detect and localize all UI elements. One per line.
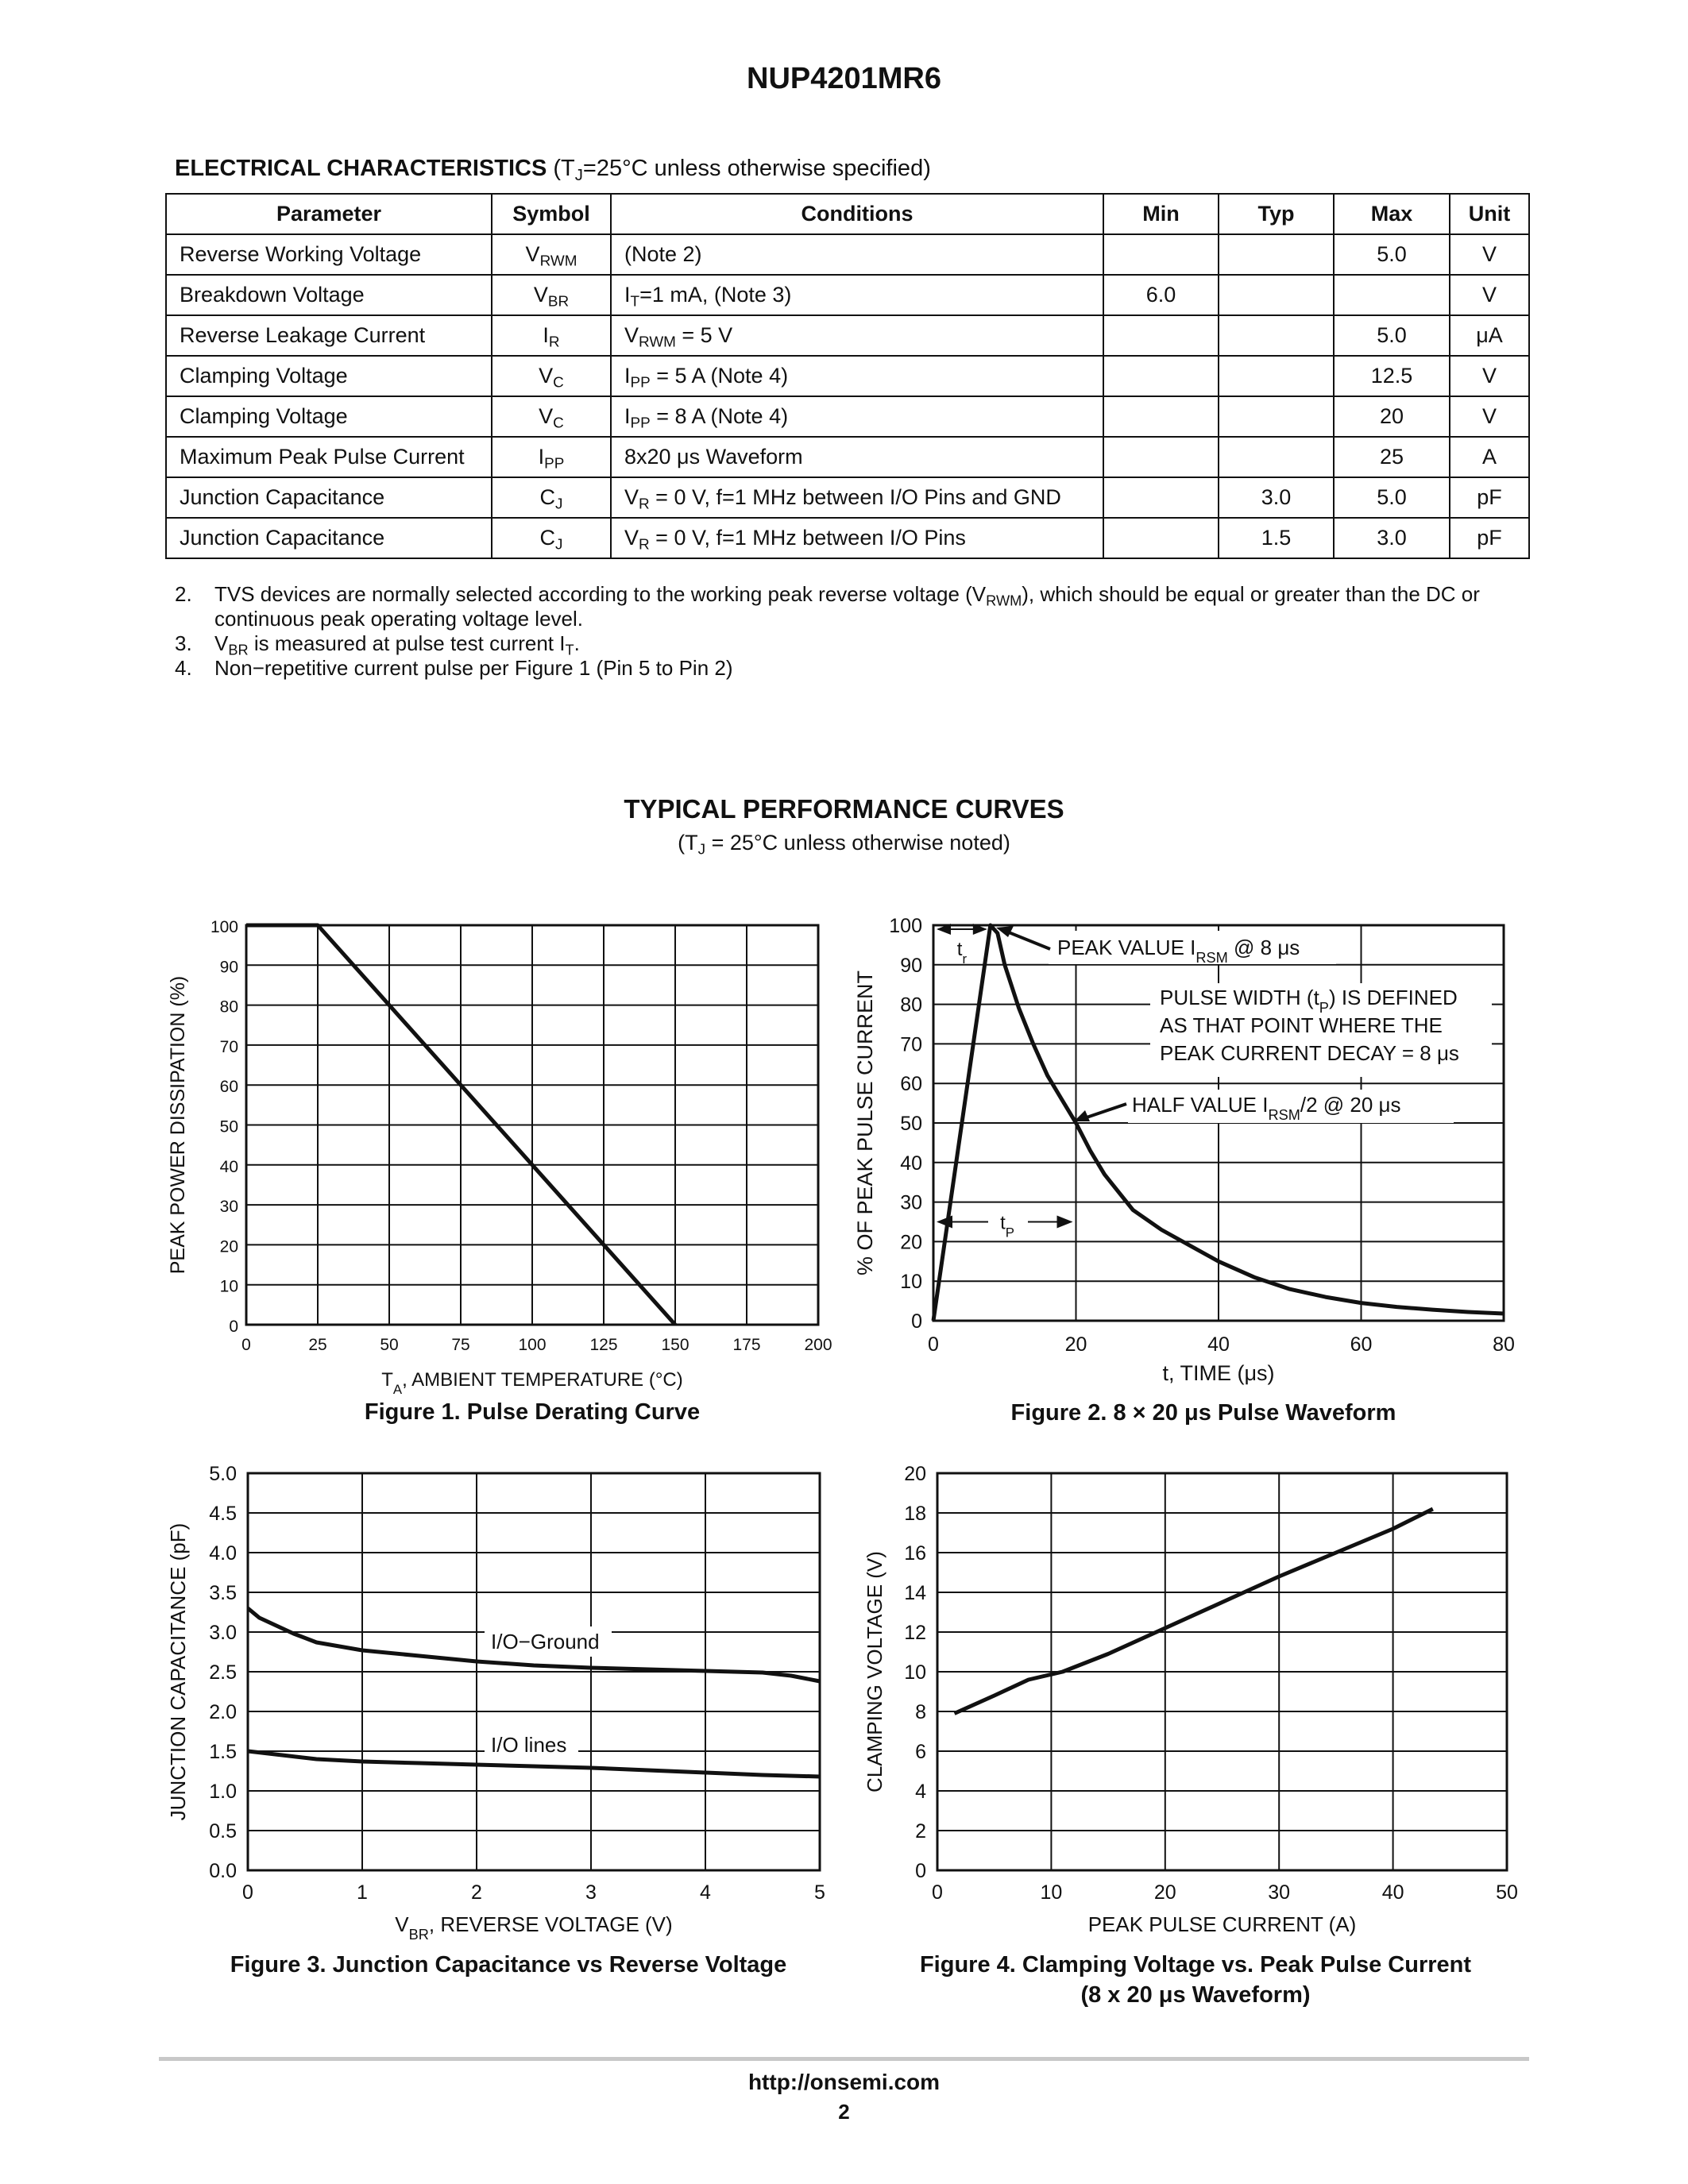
note-sub: RWM: [986, 592, 1022, 609]
cell-unit: [1450, 275, 1529, 315]
cell-conditions: [611, 437, 1103, 477]
cell-conditions: [611, 315, 1103, 356]
max-value: 5.0: [1377, 485, 1407, 509]
symbol-sub: BR: [547, 293, 570, 311]
y-tick-label: 16: [904, 1542, 926, 1565]
cell-max: [1334, 396, 1450, 437]
cond-sub: RWM: [639, 334, 676, 351]
table-row: [166, 356, 1529, 396]
col-header-unit: Unit: [1450, 194, 1529, 234]
cond-sub: PP: [630, 415, 651, 432]
y-tick-label: 40: [900, 1152, 922, 1175]
cell-typ: [1219, 234, 1334, 275]
peak-post: @ 8 μs: [1227, 936, 1300, 959]
y-tick-label: 8: [915, 1701, 926, 1723]
cell-conditions: [611, 356, 1103, 396]
pw-line-3: PEAK CURRENT DECAY = 8 μs: [1160, 1041, 1459, 1065]
parameter-text: Reverse Leakage Current: [180, 323, 426, 347]
figure-1-caption: Figure 1. Pulse Derating Curve: [364, 1399, 701, 1425]
table-title-cond-pre: (T: [553, 156, 575, 181]
figure-1-ylabel: PEAK POWER DISSIPATION (%): [167, 975, 189, 1275]
unit-value: pF: [1477, 526, 1502, 550]
y-tick-label: 100: [889, 915, 922, 937]
cell-unit: [1450, 396, 1529, 437]
max-value: 25: [1379, 445, 1404, 469]
y-tick-label: 18: [904, 1503, 926, 1525]
peak-pre: PEAK VALUE I: [1057, 936, 1196, 959]
parameter-text: Maximum Peak Pulse Current: [180, 445, 465, 469]
symbol-sub: J: [555, 536, 563, 554]
cell-unit: [1450, 315, 1529, 356]
col-header-max: Max: [1334, 194, 1450, 234]
y-tick-label: 0.5: [209, 1820, 237, 1843]
cell-unit: [1450, 437, 1529, 477]
figure-3-chart: [166, 1463, 825, 1943]
table-row: [166, 275, 1529, 315]
note-number: 3.: [175, 631, 192, 655]
y-tick-label: 100: [210, 918, 238, 936]
cond-post: =1 mA, (Note 3): [639, 283, 792, 307]
charts-svg: [0, 874, 1688, 2049]
cell-min: [1103, 315, 1219, 356]
y-tick-label: 20: [219, 1237, 238, 1256]
cell-symbol: [492, 315, 611, 356]
y-tick-label: 2.0: [209, 1701, 237, 1723]
figure-2-caption: Figure 2. 8 × 20 μs Pulse Waveform: [1010, 1400, 1396, 1426]
figure-3-xlabel: [395, 1912, 672, 1943]
cell-typ: [1219, 518, 1334, 558]
note-pre: V: [214, 631, 229, 655]
cell-typ: [1219, 477, 1334, 518]
curves-sub-post: = 25°C unless otherwise noted): [705, 831, 1010, 855]
cell-max: [1334, 234, 1450, 275]
table-row: [166, 315, 1529, 356]
cond-pre: (Note 2): [624, 242, 702, 266]
symbol-sub: RWM: [539, 253, 577, 270]
y-tick-label: 0: [229, 1318, 238, 1336]
note-post: .: [574, 631, 580, 655]
unit-value: pF: [1477, 485, 1502, 509]
xlabel-pre: T: [381, 1369, 393, 1391]
figure-2-chart: [853, 915, 1515, 1385]
y-tick-label: 60: [900, 1073, 922, 1096]
col-header-conditions: Conditions: [611, 194, 1103, 234]
symbol-sub: J: [555, 496, 563, 513]
symbol-text: V: [539, 364, 554, 388]
xlabel-pre: V: [395, 1912, 409, 1936]
cell-conditions: [611, 396, 1103, 437]
y-tick-label: 0: [915, 1860, 926, 1882]
y-tick-label: 20: [900, 1231, 922, 1254]
cell-min: [1103, 477, 1219, 518]
unit-value: V: [1481, 364, 1497, 388]
cond-pre: I: [624, 364, 631, 388]
cell-symbol: [492, 477, 611, 518]
cond-pre: 8x20 μs Waveform: [624, 445, 803, 469]
note-number: 4.: [175, 656, 192, 680]
pw-line-2: AS THAT POINT WHERE THE: [1160, 1013, 1443, 1037]
col-header-parameter: Parameter: [166, 194, 492, 234]
y-tick-label: 80: [219, 997, 238, 1017]
curves-title: TYPICAL PERFORMANCE CURVES: [624, 794, 1064, 824]
y-tick-label: 10: [900, 1271, 922, 1294]
cell-symbol: [492, 437, 611, 477]
x-tick-label: 0: [241, 1336, 251, 1354]
y-tick-label: 4: [915, 1781, 926, 1803]
cell-parameter: [166, 234, 492, 275]
figure-4-caption-line2: (8 x 20 μs Waveform): [1080, 1982, 1311, 2008]
y-tick-label: 20: [904, 1463, 926, 1485]
cell-conditions: [611, 275, 1103, 315]
figure-4-caption-line1: Figure 4. Clamping Voltage vs. Peak Pulse Current: [919, 1952, 1472, 1978]
table-row: [166, 477, 1529, 518]
x-tick-label: 80: [1493, 1333, 1515, 1356]
y-tick-label: 4.0: [209, 1542, 237, 1565]
symbol-text: V: [525, 242, 540, 266]
x-tick-label: 60: [1350, 1333, 1373, 1356]
cell-parameter: [166, 477, 492, 518]
cell-typ: [1219, 315, 1334, 356]
x-tick-label: 125: [589, 1336, 618, 1354]
y-tick-label: 40: [219, 1157, 238, 1176]
symbol-sub: R: [548, 334, 560, 351]
footer-url[interactable]: http://onsemi.com: [747, 2070, 941, 2094]
y-tick-label: 50: [219, 1117, 238, 1136]
max-value: 12.5: [1370, 364, 1413, 388]
y-tick-label: 0.0: [209, 1860, 237, 1882]
figure-3-ylabel: JUNCTION CAPACITANCE (pF): [166, 1522, 190, 1821]
y-tick-label: 6: [915, 1741, 926, 1763]
cond-sub: PP: [630, 374, 651, 392]
peak-sub: RSM: [1196, 950, 1228, 966]
unit-value: V: [1481, 283, 1497, 307]
pw1-sub: P: [1319, 1000, 1329, 1016]
table-title-cond-post: =25°C unless otherwise specified): [582, 156, 931, 181]
cell-symbol: [492, 518, 611, 558]
cond-pre: V: [624, 323, 639, 347]
cell-parameter: [166, 275, 492, 315]
xlabel-post: , AMBIENT TEMPERATURE (°C): [402, 1369, 683, 1391]
cell-conditions: [611, 477, 1103, 518]
footer-rule: [159, 2057, 1529, 2061]
figure-4-ylabel: CLAMPING VOLTAGE (V): [863, 1551, 886, 1792]
table-title-cond-sub: J: [574, 167, 583, 185]
x-tick-label: 50: [1496, 1881, 1518, 1904]
cell-unit: [1450, 356, 1529, 396]
xlabel-sub: BR: [408, 1927, 429, 1943]
col-header-symbol: Symbol: [492, 194, 611, 234]
cell-typ: [1219, 275, 1334, 315]
cond-sub: R: [639, 536, 650, 554]
y-tick-label: 5.0: [209, 1463, 237, 1485]
table-row: [166, 396, 1529, 437]
cond-post: = 0 V, f=1 MHz between I/O Pins: [649, 526, 966, 550]
max-value: 20: [1379, 404, 1404, 428]
table-row: [166, 234, 1529, 275]
pw1-pre: PULSE WIDTH (t: [1160, 986, 1319, 1009]
table-row: [166, 437, 1529, 477]
parameter-text: Breakdown Voltage: [180, 283, 365, 307]
note-4: [175, 656, 1525, 681]
table-title-main: ELECTRICAL CHARACTERISTICS: [175, 156, 547, 181]
cell-unit: [1450, 477, 1529, 518]
cond-sub: T: [630, 293, 640, 311]
x-tick-label: 0: [242, 1881, 253, 1904]
curves-sub-pre: (T: [678, 831, 698, 855]
x-tick-label: 100: [518, 1336, 547, 1354]
cell-min: [1103, 437, 1219, 477]
y-tick-label: 90: [219, 958, 238, 977]
unit-value: A: [1481, 445, 1497, 469]
symbol-text: C: [539, 485, 556, 509]
cell-typ: [1219, 437, 1334, 477]
symbol-sub: C: [553, 374, 564, 392]
half-sub: RSM: [1268, 1107, 1300, 1123]
y-tick-label: 4.5: [209, 1503, 237, 1525]
symbol-text: C: [539, 526, 556, 550]
y-tick-label: 1.0: [209, 1781, 237, 1803]
x-tick-label: 5: [814, 1881, 825, 1904]
io-ground-label: I/O−Ground: [491, 1630, 600, 1653]
x-tick-label: 200: [804, 1336, 832, 1354]
figure-2-xlabel: t, TIME (μs): [1162, 1361, 1275, 1385]
col-header-min: Min: [1103, 194, 1219, 234]
y-tick-label: 14: [904, 1582, 926, 1604]
cond-pre: V: [624, 526, 639, 550]
cell-min: [1103, 275, 1219, 315]
y-tick-label: 1.5: [209, 1741, 237, 1763]
cell-typ: [1219, 396, 1334, 437]
figure-3-caption: Figure 3. Junction Capacitance vs Reverse Voltage: [230, 1952, 787, 1978]
cell-min: [1103, 518, 1219, 558]
max-value: 3.0: [1377, 526, 1407, 550]
x-tick-label: 75: [451, 1336, 470, 1354]
cell-parameter: [166, 315, 492, 356]
cell-conditions: [611, 234, 1103, 275]
tp-t: t: [1000, 1212, 1006, 1234]
curves-subtitle: [0, 831, 1688, 859]
x-tick-label: 175: [732, 1336, 761, 1354]
note-pre: TVS devices are normally selected according to the working peak reverse voltage (V: [214, 582, 987, 606]
xlabel-post: , REVERSE VOLTAGE (V): [428, 1912, 673, 1936]
figure-4-xlabel: PEAK PULSE CURRENT (A): [1087, 1912, 1357, 1936]
x-tick-label: 50: [380, 1336, 399, 1354]
cell-parameter: [166, 518, 492, 558]
cell-max: [1334, 315, 1450, 356]
symbol-text: I: [543, 323, 549, 347]
x-tick-label: 10: [1040, 1881, 1063, 1904]
cell-max: [1334, 356, 1450, 396]
y-tick-label: 30: [900, 1191, 922, 1214]
cond-pre: I: [624, 404, 631, 428]
symbol-text: V: [533, 283, 548, 307]
note-pre: Non−repetitive current pulse per Figure 1 (Pin 5 to Pin 2): [214, 656, 733, 680]
pw1-post: ) IS DEFINED: [1328, 986, 1458, 1009]
electrical-characteristics-table: [165, 193, 1530, 559]
x-tick-label: 30: [1268, 1881, 1291, 1904]
parameter-text: Junction Capacitance: [180, 485, 385, 509]
max-value: 5.0: [1377, 323, 1407, 347]
x-tick-label: 0: [932, 1881, 943, 1904]
unit-value: μA: [1476, 323, 1503, 347]
x-tick-label: 2: [471, 1881, 482, 1904]
typ-value: 1.5: [1261, 526, 1292, 550]
table-title: [175, 156, 931, 185]
cell-unit: [1450, 518, 1529, 558]
symbol-text: V: [539, 404, 554, 428]
cell-max: [1334, 275, 1450, 315]
figure-2-ylabel: % OF PEAK PULSE CURRENT: [853, 970, 877, 1276]
y-tick-label: 60: [219, 1078, 238, 1097]
figure-1-chart: [167, 918, 832, 1397]
half-post: /2 @ 20 μs: [1300, 1093, 1401, 1117]
note-sub: BR: [228, 642, 249, 658]
x-tick-label: 3: [585, 1881, 597, 1904]
y-tick-label: 70: [219, 1037, 238, 1056]
tp-p: P: [1005, 1225, 1014, 1240]
y-tick-label: 90: [900, 954, 922, 977]
parameter-text: Junction Capacitance: [180, 526, 385, 550]
unit-value: V: [1481, 404, 1497, 428]
cell-max: [1334, 437, 1450, 477]
table-notes: [175, 582, 1525, 681]
cell-min: [1103, 396, 1219, 437]
part-number-header: NUP4201MR6: [747, 62, 941, 95]
y-tick-label: 10: [219, 1277, 238, 1296]
cell-symbol: [492, 356, 611, 396]
figure-4-chart: [863, 1463, 1518, 1936]
tr-t: t: [956, 939, 963, 960]
col-header-typ: Typ: [1219, 194, 1334, 234]
symbol-text: I: [538, 445, 545, 469]
cell-max: [1334, 518, 1450, 558]
cell-parameter: [166, 396, 492, 437]
note-3: [175, 631, 1525, 656]
half-pre: HALF VALUE I: [1132, 1093, 1269, 1117]
parameter-text: Clamping Voltage: [180, 364, 348, 388]
x-tick-label: 25: [308, 1336, 327, 1354]
cell-symbol: [492, 275, 611, 315]
table-row: [166, 518, 1529, 558]
parameter-text: Reverse Working Voltage: [180, 242, 422, 266]
x-tick-label: 40: [1207, 1333, 1230, 1356]
typ-value: 3.0: [1261, 485, 1292, 509]
x-tick-label: 20: [1064, 1333, 1087, 1356]
table-header-row: [166, 194, 1529, 234]
cond-post: = 8 A (Note 4): [650, 404, 789, 428]
cell-parameter: [166, 437, 492, 477]
parameter-text: Clamping Voltage: [180, 404, 348, 428]
tr-r: r: [962, 951, 968, 967]
cell-parameter: [166, 356, 492, 396]
x-tick-label: 4: [700, 1881, 711, 1904]
note-post: ), which should be equal or greater than the DC or continuous peak operating voltage level.: [214, 582, 1480, 631]
y-tick-label: 70: [900, 1033, 922, 1056]
cond-post: = 5 V: [675, 323, 733, 347]
x-tick-label: 1: [357, 1881, 368, 1904]
x-tick-label: 150: [661, 1336, 689, 1354]
cond-pre: V: [624, 485, 639, 509]
y-tick-label: 80: [900, 994, 922, 1017]
note-2: [175, 582, 1525, 631]
symbol-sub: PP: [544, 455, 565, 473]
cell-min: [1103, 234, 1219, 275]
page-number: 2: [838, 2100, 850, 2124]
cell-max: [1334, 477, 1450, 518]
y-tick-label: 3.0: [209, 1622, 237, 1644]
x-tick-label: 20: [1153, 1881, 1176, 1904]
cell-symbol: [492, 396, 611, 437]
max-value: 5.0: [1377, 242, 1407, 266]
cell-min: [1103, 356, 1219, 396]
cell-conditions: [611, 518, 1103, 558]
io-lines-label: I/O lines: [491, 1733, 567, 1757]
figure-1-xlabel: [381, 1369, 683, 1397]
cond-sub: R: [639, 496, 650, 513]
note-sub2: T: [565, 642, 574, 658]
curves-sub-sub: J: [697, 841, 706, 859]
cell-typ: [1219, 356, 1334, 396]
y-tick-label: 2.5: [209, 1661, 237, 1684]
y-tick-label: 2: [915, 1820, 926, 1843]
cell-unit: [1450, 234, 1529, 275]
y-tick-label: 0: [911, 1310, 922, 1333]
cond-post: = 0 V, f=1 MHz between I/O Pins and GND: [649, 485, 1061, 509]
xlabel-sub: A: [392, 1381, 403, 1397]
symbol-sub: C: [553, 415, 564, 432]
cond-post: = 5 A (Note 4): [650, 364, 789, 388]
x-tick-label: 40: [1381, 1881, 1404, 1904]
cond-pre: I: [624, 283, 631, 307]
note-number: 2.: [175, 582, 192, 606]
min-value: 6.0: [1145, 283, 1176, 307]
note-mid: is measured at pulse test current I: [248, 631, 566, 655]
y-tick-label: 30: [219, 1198, 238, 1217]
unit-value: V: [1481, 242, 1497, 266]
y-tick-label: 3.5: [209, 1582, 237, 1604]
cell-symbol: [492, 234, 611, 275]
y-tick-label: 10: [904, 1661, 926, 1684]
y-tick-label: 12: [904, 1622, 926, 1644]
x-tick-label: 0: [928, 1333, 939, 1356]
y-tick-label: 50: [900, 1113, 922, 1135]
